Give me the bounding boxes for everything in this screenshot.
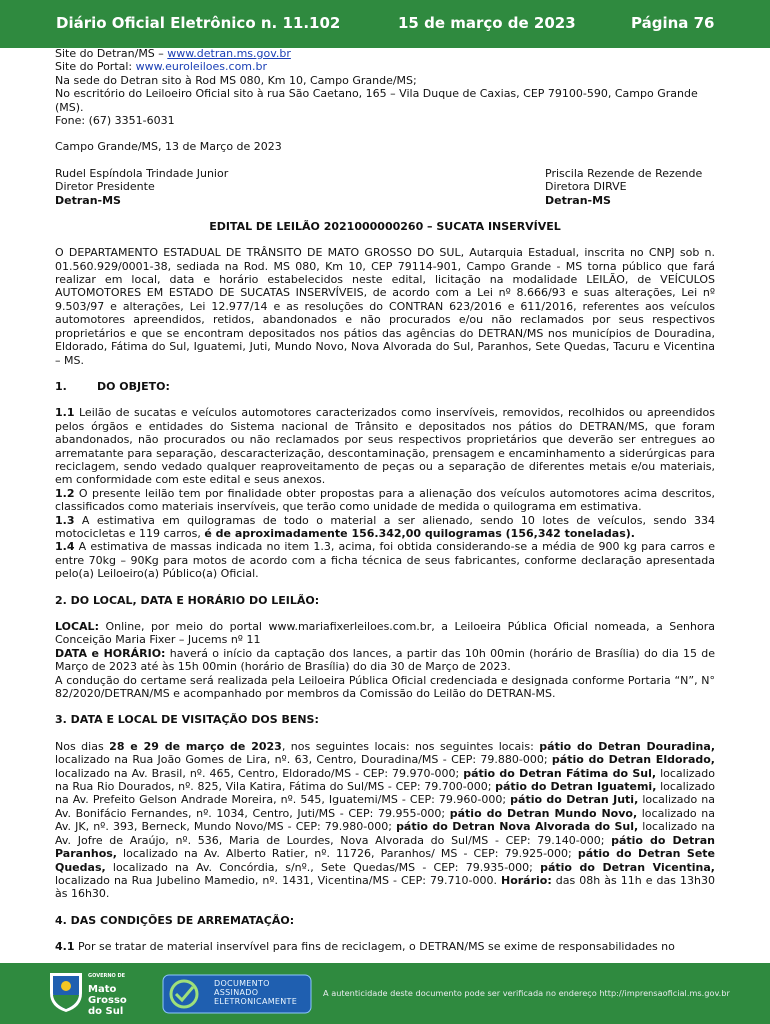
data-horario-paragraph xyxy=(55,647,715,674)
badge-line: DOCUMENTO xyxy=(214,979,270,988)
item-number: 1.2 xyxy=(55,486,75,500)
item-number: 1.3 xyxy=(55,513,75,527)
site-portal-label: Site do Portal: xyxy=(55,60,136,74)
page-header xyxy=(0,0,770,48)
item-text: A estimativa em quilogramas de todo o material a ser alienado, sendo 10 lotes de veículos, sendo 334 motocicletas e 119 carros, xyxy=(55,513,715,540)
visitacao-paragraph xyxy=(55,740,715,901)
signer-name: Rudel Espíndola Trindade Junior xyxy=(55,166,229,180)
bold-run: pátio do Detran Juti, xyxy=(510,793,639,807)
conducao-paragraph: A condução do certame será realizada pela Leiloeira Pública Oficial credenciada e designada conforme Portaria “N”, N° 82/2020/DETRAN/MS e acompanhado por membros da Comissão do Leilão do DETRAN-MS. xyxy=(55,673,715,701)
document-body xyxy=(55,47,715,954)
state-name-line: Grosso xyxy=(88,995,127,1006)
text-run: localizado na Av. Brasil, nº. 465, Centro, Eldorado/MS - CEP: 79.970-000; xyxy=(55,766,464,780)
signature-left xyxy=(55,167,228,207)
item-4-1 xyxy=(55,940,715,953)
data-horario-text: haverá o início da captação dos lances, a partir das 10h 00min (horário de Brasília) do dia 15 de Março de 2023 até às 15h 00min (horário de Brasília) do dia 30 de Março de 2023. xyxy=(55,646,715,674)
signed-document-text xyxy=(214,979,297,1006)
signer-org: Detran-MS xyxy=(55,193,121,207)
bold-run: pátio do Detran Sete Quedas, xyxy=(55,847,716,874)
text-run: localizado na Rua Jubelino Mamedio, nº. 1431, Vicentina/MS - CEP: 79.710-000. xyxy=(55,873,501,887)
data-horario-label: DATA e HORÁRIO: xyxy=(55,646,166,660)
header-date: 15 de março de 2023 xyxy=(398,14,576,32)
text-run: localizado na Av. Bonifácio Fernandes, nº. 1034, Centro, Juti/MS - CEP: 79.955-000; xyxy=(55,793,715,820)
site-detran-label: Site do Detran/MS – xyxy=(55,47,168,60)
portal-link[interactable]: www.euroleiloes.com.br xyxy=(135,60,268,74)
item-text: O presente leilão tem por finalidade obter propostas para a alienação dos veículos automotores acima descritos, classificados como materiais inservíveis, que terão como unidade de medida o quilograma em estimativa. xyxy=(55,486,715,514)
state-logo-text xyxy=(88,971,127,1017)
bold-run: pátio do Detran Iguatemi, xyxy=(495,780,657,794)
state-coat-of-arms-icon xyxy=(48,971,84,1013)
bold-run: pátio do Detran Fátima do Sul, xyxy=(463,766,657,780)
signer-role: Diretor Presidente xyxy=(55,180,155,194)
verification-notice: A autenticidade deste documento pode ser verificada no endereço http://imprensaoficial.ms.gov.br xyxy=(323,988,730,998)
fone-line: Fone: (67) 3351-6031 xyxy=(55,114,175,128)
local-label: LOCAL: xyxy=(55,620,99,633)
bold-run: pátio do Detran Mundo Novo, xyxy=(449,806,638,820)
state-name-line: do Sul xyxy=(88,1006,124,1017)
item-text-bold: é de aproximadamente 156.342,00 quilogramas (156,342 toneladas). xyxy=(204,526,635,540)
bold-run: pátio do Detran Paranhos, xyxy=(55,833,715,861)
state-name-line: Mato xyxy=(88,984,117,995)
signer-role: Diretora DIRVE xyxy=(545,180,627,194)
item-text: Leilão de sucatas e veículos automotores caracterizados como inservíveis, removidos, recolhidos ou apreendidos pelos órgãos e entidades do Sistema nacional de Trânsito e depositados nos pátios do DETRAN/MS, que foram abandonados, não procurados ou não reclamados por seus respectivos proprietários que deverão ser entregues ao arrematante para separação, descaracterização, descontaminação, prensagem e encaminhamento a siderúrgicas para reciclagem, sendo vedado qualquer reaproveitamento de peças ou a separação de diferentes metais e/ou materiais, em conformidade com este edital e seus anexos. xyxy=(55,406,715,487)
detran-link[interactable]: www.detran.ms.gov.br xyxy=(167,47,291,60)
local-paragraph xyxy=(55,620,715,647)
signature-right xyxy=(545,167,702,207)
bold-run: pátio do Detran Eldorado, xyxy=(551,753,715,767)
text-run: Nos dias xyxy=(55,739,110,753)
signer-org: Detran-MS xyxy=(545,193,611,207)
bold-run: pátio do Detran Vicentina, xyxy=(540,860,715,874)
section-4-heading: 4. DAS CONDIÇÕES DE ARREMATAÇÃO: xyxy=(55,913,295,927)
section-number: 1. xyxy=(55,379,67,393)
item-text: Por se tratar de material inservível para fins de reciclagem, o DETRAN/MS se exime de responsabilidades no xyxy=(74,940,675,954)
section-title: DO OBJETO: xyxy=(97,379,170,393)
text-run: localizado na Av. Alberto Ratier, nº. 11726, Paranhos/ MS - CEP: 79.925-000; xyxy=(116,847,578,861)
item-text: A estimativa de massas indicada no item 1.3, acima, foi obtida considerando-se a média de 900 kg para carros e entre 70kg – 90Kg para motos de acordo com a ficha técnica de seus fabricantes, conforme declaração apresentada pelo(a) Leiloeiro(a) Público(a) Oficial. xyxy=(55,540,715,581)
text-run: localizado na Av. Jofre de Araújo, nº. 536, Maria de Lourdes, Nova Alvorada do Sul/MS - CEP: 79.140-000; xyxy=(55,820,715,847)
bold-run: Horário: xyxy=(500,873,552,887)
site-detran-line xyxy=(55,47,715,60)
signer-name: Priscila Rezende de Rezende xyxy=(545,166,703,180)
local-text: Online, por meio do portal www.mariafixerleiloes.com.br, a Leiloeira Pública Oficial nomeada, a Senhora Conceição Maria Fixer – Jucems nº 11 xyxy=(55,620,715,647)
item-number: 1.4 xyxy=(55,540,75,554)
section-2-heading: 2. DO LOCAL, DATA E HORÁRIO DO LEILÃO: xyxy=(55,593,320,607)
header-page-number: Página 76 xyxy=(631,14,715,32)
text-run: localizado na Rua João Gomes de Lira, nº. 63, Centro, Douradina/MS - CEP: 79.880-000; xyxy=(55,753,552,767)
item-number: 1.1 xyxy=(55,406,75,420)
text-run: das 08h às 11h e das 13h30 às 16h30. xyxy=(55,873,715,901)
site-portal-line xyxy=(55,60,715,73)
header-edition: Diário Oficial Eletrônico n. 11.102 xyxy=(56,14,341,32)
badge-line: ELETRONICAMENTE xyxy=(214,997,298,1006)
text-run: localizado na Av. JK, nº. 393, Berneck, Mundo Novo/MS - CEP: 79.980-000; xyxy=(55,806,715,834)
bold-run: pátio do Detran Nova Alvorada do Sul, xyxy=(396,820,639,834)
text-run: , nos seguintes locais: nos seguintes locais: xyxy=(281,739,540,753)
section-3-heading: 3. DATA E LOCAL DE VISITAÇÃO DOS BENS: xyxy=(55,713,319,727)
item-number: 4.1 xyxy=(55,940,75,954)
signature-block xyxy=(55,167,715,207)
gov-small-label: GOVERNO DE xyxy=(88,973,126,979)
sede-line: Na sede do Detran sito à Rod MS 080, Km 10, Campo Grande/MS; xyxy=(55,73,417,87)
item-1-1 xyxy=(55,406,715,486)
edital-preamble: O DEPARTAMENTO ESTADUAL DE TRÂNSITO DE MATO GROSSO DO SUL, Autarquia Estadual, inscrita no CNPJ sob n. 01.560.929/0001-38, sediada na Rod. MS 080, Km 10, CEP 79114-901, Campo Grande - MS torna público que fará realizar em local, data e horário estabelecidos neste edital, licitação na modalidade LEILÃO, de VEÍCULOS AUTOMOTORES EM ESTADO DE SUCATAS INSERVÍVEIS, de acordo com a Lei nº 8.666/93 e suas alterações, Lei nº 9.503/97 e alterações, Lei 12.977/14 e as resoluções do CONTRAN 623/2016 e 611/2016, referentes aos veículos automotores apreendidos, retidos, abandonados e não procurados e/ou não reclamados por seus respectivos proprietários e que se encontram depositados nos pátios das agências do DETRAN/MS nos municípios de Douradina, Eldorado, Fátima do Sul, Iguatemi, Juti, Mundo Novo, Nova Alvorada do Sul, Paranhos, Sete Quedas, Tacuru e Vicentina – MS. xyxy=(55,246,715,367)
text-run: localizado na Rua Rio Dourados, nº. 825, Vila Katira, Fátima do Sul/MS - CEP: 79.700-000; xyxy=(55,766,715,794)
edital-title: EDITAL DE LEILÃO 2021000000260 – SUCATA INSERVÍVEL xyxy=(209,219,561,233)
item-1-2 xyxy=(55,487,715,514)
item-1-3 xyxy=(55,514,715,541)
section-1-heading xyxy=(55,380,715,393)
text-run: localizado na Av. Prefeito Gelson Andrade Moreira, nº. 545, Iguatemi/MS - CEP: 79.960-000; xyxy=(55,780,715,807)
bold-run: pátio do Detran Douradina, xyxy=(539,739,715,753)
badge-line: ASSINADO xyxy=(214,988,259,997)
escritorio-line: No escritório do Leiloeiro Oficial sito à rua São Caetano, 165 – Vila Duque de Caxias, CEP 79100-590, Campo Grande (MS). xyxy=(55,87,698,114)
text-run: localizado na Av. Concórdia, s/nº., Sete Quedas/MS - CEP: 79.935-000; xyxy=(105,860,541,874)
item-1-4 xyxy=(55,540,715,580)
local-data-line: Campo Grande/MS, 13 de Março de 2023 xyxy=(55,140,282,154)
bold-run: 28 e 29 de março de 2023 xyxy=(109,739,282,753)
